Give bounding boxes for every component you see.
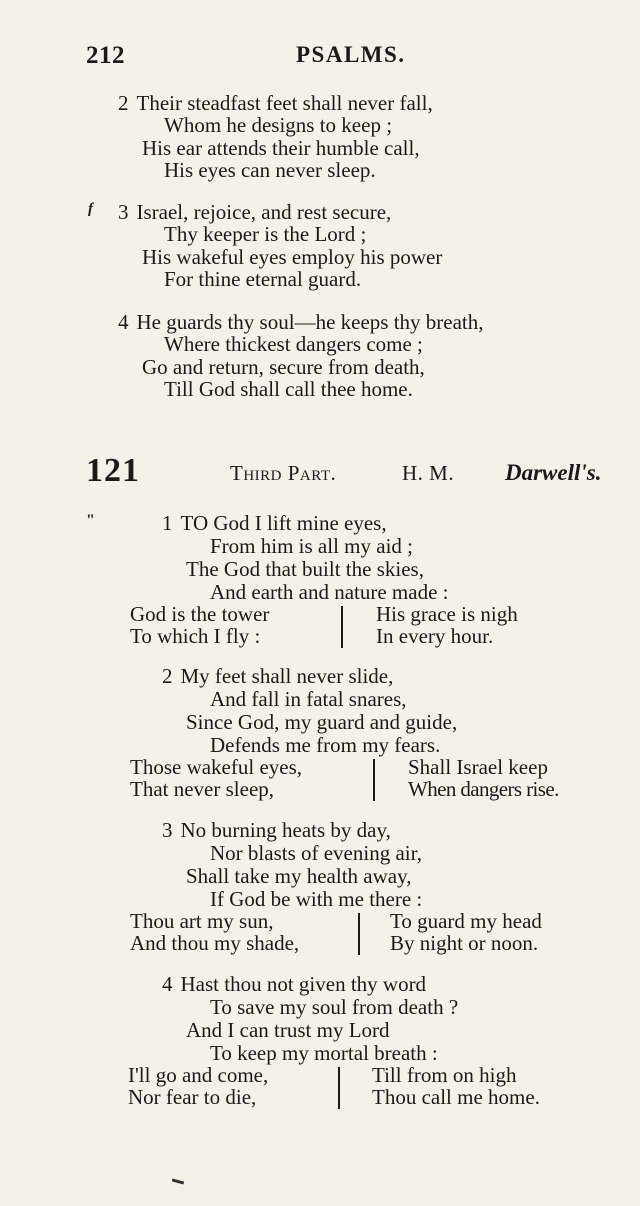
refrain-left: To which I fly : bbox=[130, 624, 261, 648]
page-title: PSALMS. bbox=[296, 42, 406, 67]
refrain-left: Thou art my sun, bbox=[130, 909, 274, 933]
hymn-tune: Darwell's. bbox=[505, 460, 602, 485]
verse-line: Thy keeper is the Lord ; bbox=[164, 222, 367, 246]
refrain-right: Till from on high bbox=[372, 1063, 517, 1087]
verse-number: 3 bbox=[162, 818, 173, 842]
verse-line: From him is all my aid ; bbox=[210, 534, 413, 558]
refrain-left: Those wakeful eyes, bbox=[130, 755, 303, 779]
verse-line: His ear attends their humble call, bbox=[142, 136, 420, 160]
verse-line: Defends me from my fears. bbox=[210, 733, 441, 757]
verse-line: 2 Their steadfast feet shall never fall, bbox=[118, 91, 433, 115]
verse-number: 4 bbox=[118, 310, 129, 334]
refrain-right: His grace is nigh bbox=[376, 602, 518, 626]
hymn-heading bbox=[0, 452, 640, 492]
verse-line: To save my soul from death ? bbox=[210, 995, 459, 1019]
refrain-right: In every hour. bbox=[376, 624, 494, 648]
verse-line: 3 No burning heats by day, bbox=[162, 818, 391, 842]
dynamic-mark: f bbox=[88, 201, 93, 217]
verse-line: To keep my mortal breath : bbox=[210, 1041, 438, 1065]
verse-line: Whom he designs to keep ; bbox=[164, 113, 393, 137]
verse-line: For thine eternal guard. bbox=[164, 267, 362, 291]
printer-mark bbox=[172, 1178, 184, 1184]
verse-line: If God be with me there : bbox=[210, 887, 423, 911]
verse-line: 3 Israel, rejoice, and rest secure, bbox=[118, 200, 392, 224]
verse-line: His eyes can never sleep. bbox=[164, 158, 376, 182]
refrain-right: When dangers rise. bbox=[408, 777, 559, 801]
hymn-part: Third Part. bbox=[230, 461, 337, 485]
hymn-number: 121 bbox=[86, 452, 140, 489]
verse-line: Shall take my health away, bbox=[186, 864, 412, 888]
verse-line: 4 He guards thy soul—he keeps thy breath, bbox=[118, 310, 484, 334]
verse-number: 1 bbox=[162, 511, 173, 535]
verse-number: 3 bbox=[118, 200, 129, 224]
verse-line: Till God shall call thee home. bbox=[164, 377, 413, 401]
refrain-left: Nor fear to die, bbox=[128, 1085, 257, 1109]
verse-line: Since God, my guard and guide, bbox=[186, 710, 458, 734]
hymn-meter: H. M. bbox=[402, 461, 455, 485]
verse-line: Nor blasts of evening air, bbox=[210, 841, 423, 865]
column-divider bbox=[373, 759, 375, 801]
verse-number: 2 bbox=[118, 91, 129, 115]
page-number: 212 bbox=[86, 42, 125, 69]
refrain-left: And thou my shade, bbox=[130, 931, 300, 955]
refrain-right: By night or noon. bbox=[390, 931, 539, 955]
verse-line: His wakeful eyes employ his power bbox=[142, 245, 443, 269]
column-divider bbox=[341, 606, 343, 648]
refrain-left: God is the tower bbox=[130, 602, 270, 626]
verse-line: Where thickest dangers come ; bbox=[164, 332, 423, 356]
verse-line: And earth and nature made : bbox=[210, 580, 449, 604]
verse-line: The God that built the skies, bbox=[186, 557, 424, 581]
dynamic-mark: " bbox=[86, 512, 95, 529]
verse-line: 2 My feet shall never slide, bbox=[162, 664, 394, 688]
verse-number: 4 bbox=[162, 972, 173, 996]
verse-number: 2 bbox=[162, 664, 173, 688]
verse-line: Go and return, secure from death, bbox=[142, 355, 425, 379]
refrain-right: To guard my head bbox=[390, 909, 542, 933]
verse-line: And I can trust my Lord bbox=[186, 1018, 390, 1042]
verse-line: 1 TO God I lift mine eyes, bbox=[162, 511, 387, 535]
page-header bbox=[0, 42, 640, 76]
column-divider bbox=[358, 913, 360, 955]
verse-line: And fall in fatal snares, bbox=[210, 687, 407, 711]
refrain-right: Shall Israel keep bbox=[408, 755, 548, 779]
refrain-left: That never sleep, bbox=[130, 777, 275, 801]
column-divider bbox=[338, 1067, 340, 1109]
refrain-right: Thou call me home. bbox=[372, 1085, 540, 1109]
verse-line: 4 Hast thou not given thy word bbox=[162, 972, 427, 996]
refrain-left: I'll go and come, bbox=[128, 1063, 269, 1087]
